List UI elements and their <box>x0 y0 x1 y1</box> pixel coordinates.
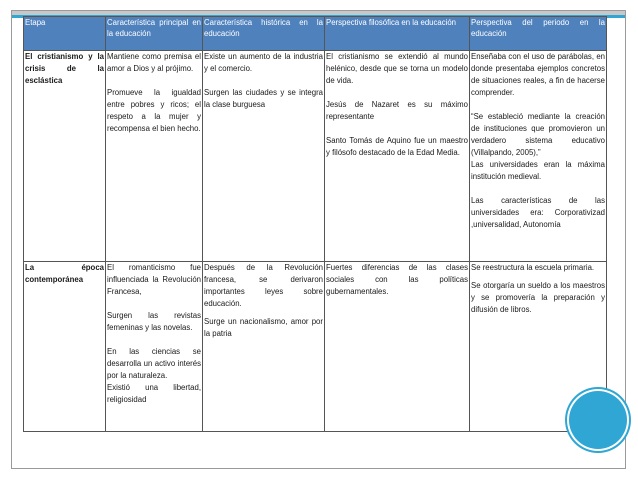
cell-paragraph: “Se estableció mediante la creación de instituciones que promovieron un verdadero sistema educativo (Villalpando, 2005),” <box>471 112 605 157</box>
header-perspectiva-periodo: Perspectiva del periodo en la educación <box>470 17 607 51</box>
historica-cell <box>203 262 325 432</box>
cell-paragraph: Las características de las universidades era: Corporativizad ,universalidad, Autonomía <box>471 196 605 229</box>
cell-paragraph: Después de la Revolución francesa, se derivaron importantes leyes sobre educación. <box>204 263 323 308</box>
header-caracteristica-principal: Característica principal en la educación <box>106 17 203 51</box>
education-table <box>23 16 607 432</box>
cell-paragraph: Existió una libertad, religiosidad <box>107 383 201 404</box>
cell-paragraph: Enseñaba con el uso de parábolas, en donde presentaba ejemplos concretos de situaciones reales, a fin de hacerse comprender. <box>471 52 605 97</box>
cell-paragraph: El cristianismo se extendió al mundo helénico, desde que se torna un modelo de vida. <box>326 52 468 85</box>
historica-cell <box>203 51 325 262</box>
cell-paragraph: Se reestructura la escuela primaria. <box>471 263 595 272</box>
cell-paragraph: Surge un nacionalismo, amor por la patria <box>204 317 323 338</box>
cell-paragraph: En las ciencias se desarrolla un activo interés por la naturaleza. <box>107 347 201 380</box>
periodo-cell <box>470 51 607 262</box>
cell-paragraph: Existe un aumento de la industria y el comercio. <box>204 52 323 73</box>
header-perspectiva-filosofica: Perspectiva filosófica en la educación <box>325 17 470 51</box>
cell-paragraph: Promueve la igualdad entre pobres y ricos; el respeto a la mujer y recompensa el bien hecho. <box>107 88 201 133</box>
stage-cell: La época contemporánea <box>24 262 106 432</box>
filosofica-cell <box>325 51 470 262</box>
cell-paragraph: Fuertes diferencias de las clases sociales con las políticas gubernamentales. <box>326 263 468 296</box>
cell-paragraph: El romanticismo fue influenciada la Revolución Francesa, <box>107 263 201 296</box>
cell-paragraph: Se otorgaría un sueldo a los maestros y se promovería la preparación y difusión de libros. <box>471 281 605 314</box>
principal-cell <box>106 51 203 262</box>
cell-paragraph: Mantiene como premisa el amor a Dios y al prójimo. <box>107 52 201 73</box>
cell-paragraph: Surgen las ciudades y se integra la clase burguesa <box>204 88 323 109</box>
cell-paragraph: Surgen las revistas femeninas y las novelas. <box>107 311 201 332</box>
filosofica-cell <box>325 262 470 432</box>
table-row <box>24 51 607 262</box>
cell-paragraph: Jesús de Nazaret es su máximo representante <box>326 100 468 121</box>
table-row <box>24 262 607 432</box>
header-row <box>24 17 607 51</box>
cell-paragraph: Las universidades eran la máxima institución medieval. <box>471 160 605 181</box>
stage-cell: El cristianismo y la crisis de la esclástica <box>24 51 106 262</box>
decorative-circle <box>569 391 627 449</box>
header-etapa: Etapa <box>24 17 106 51</box>
header-caracteristica-historica: Característica histórica en la educación <box>203 17 325 51</box>
principal-cell <box>106 262 203 432</box>
cell-paragraph: Santo Tomás de Aquino fue un maestro y filósofo destacado de la Edad Media. <box>326 136 468 157</box>
